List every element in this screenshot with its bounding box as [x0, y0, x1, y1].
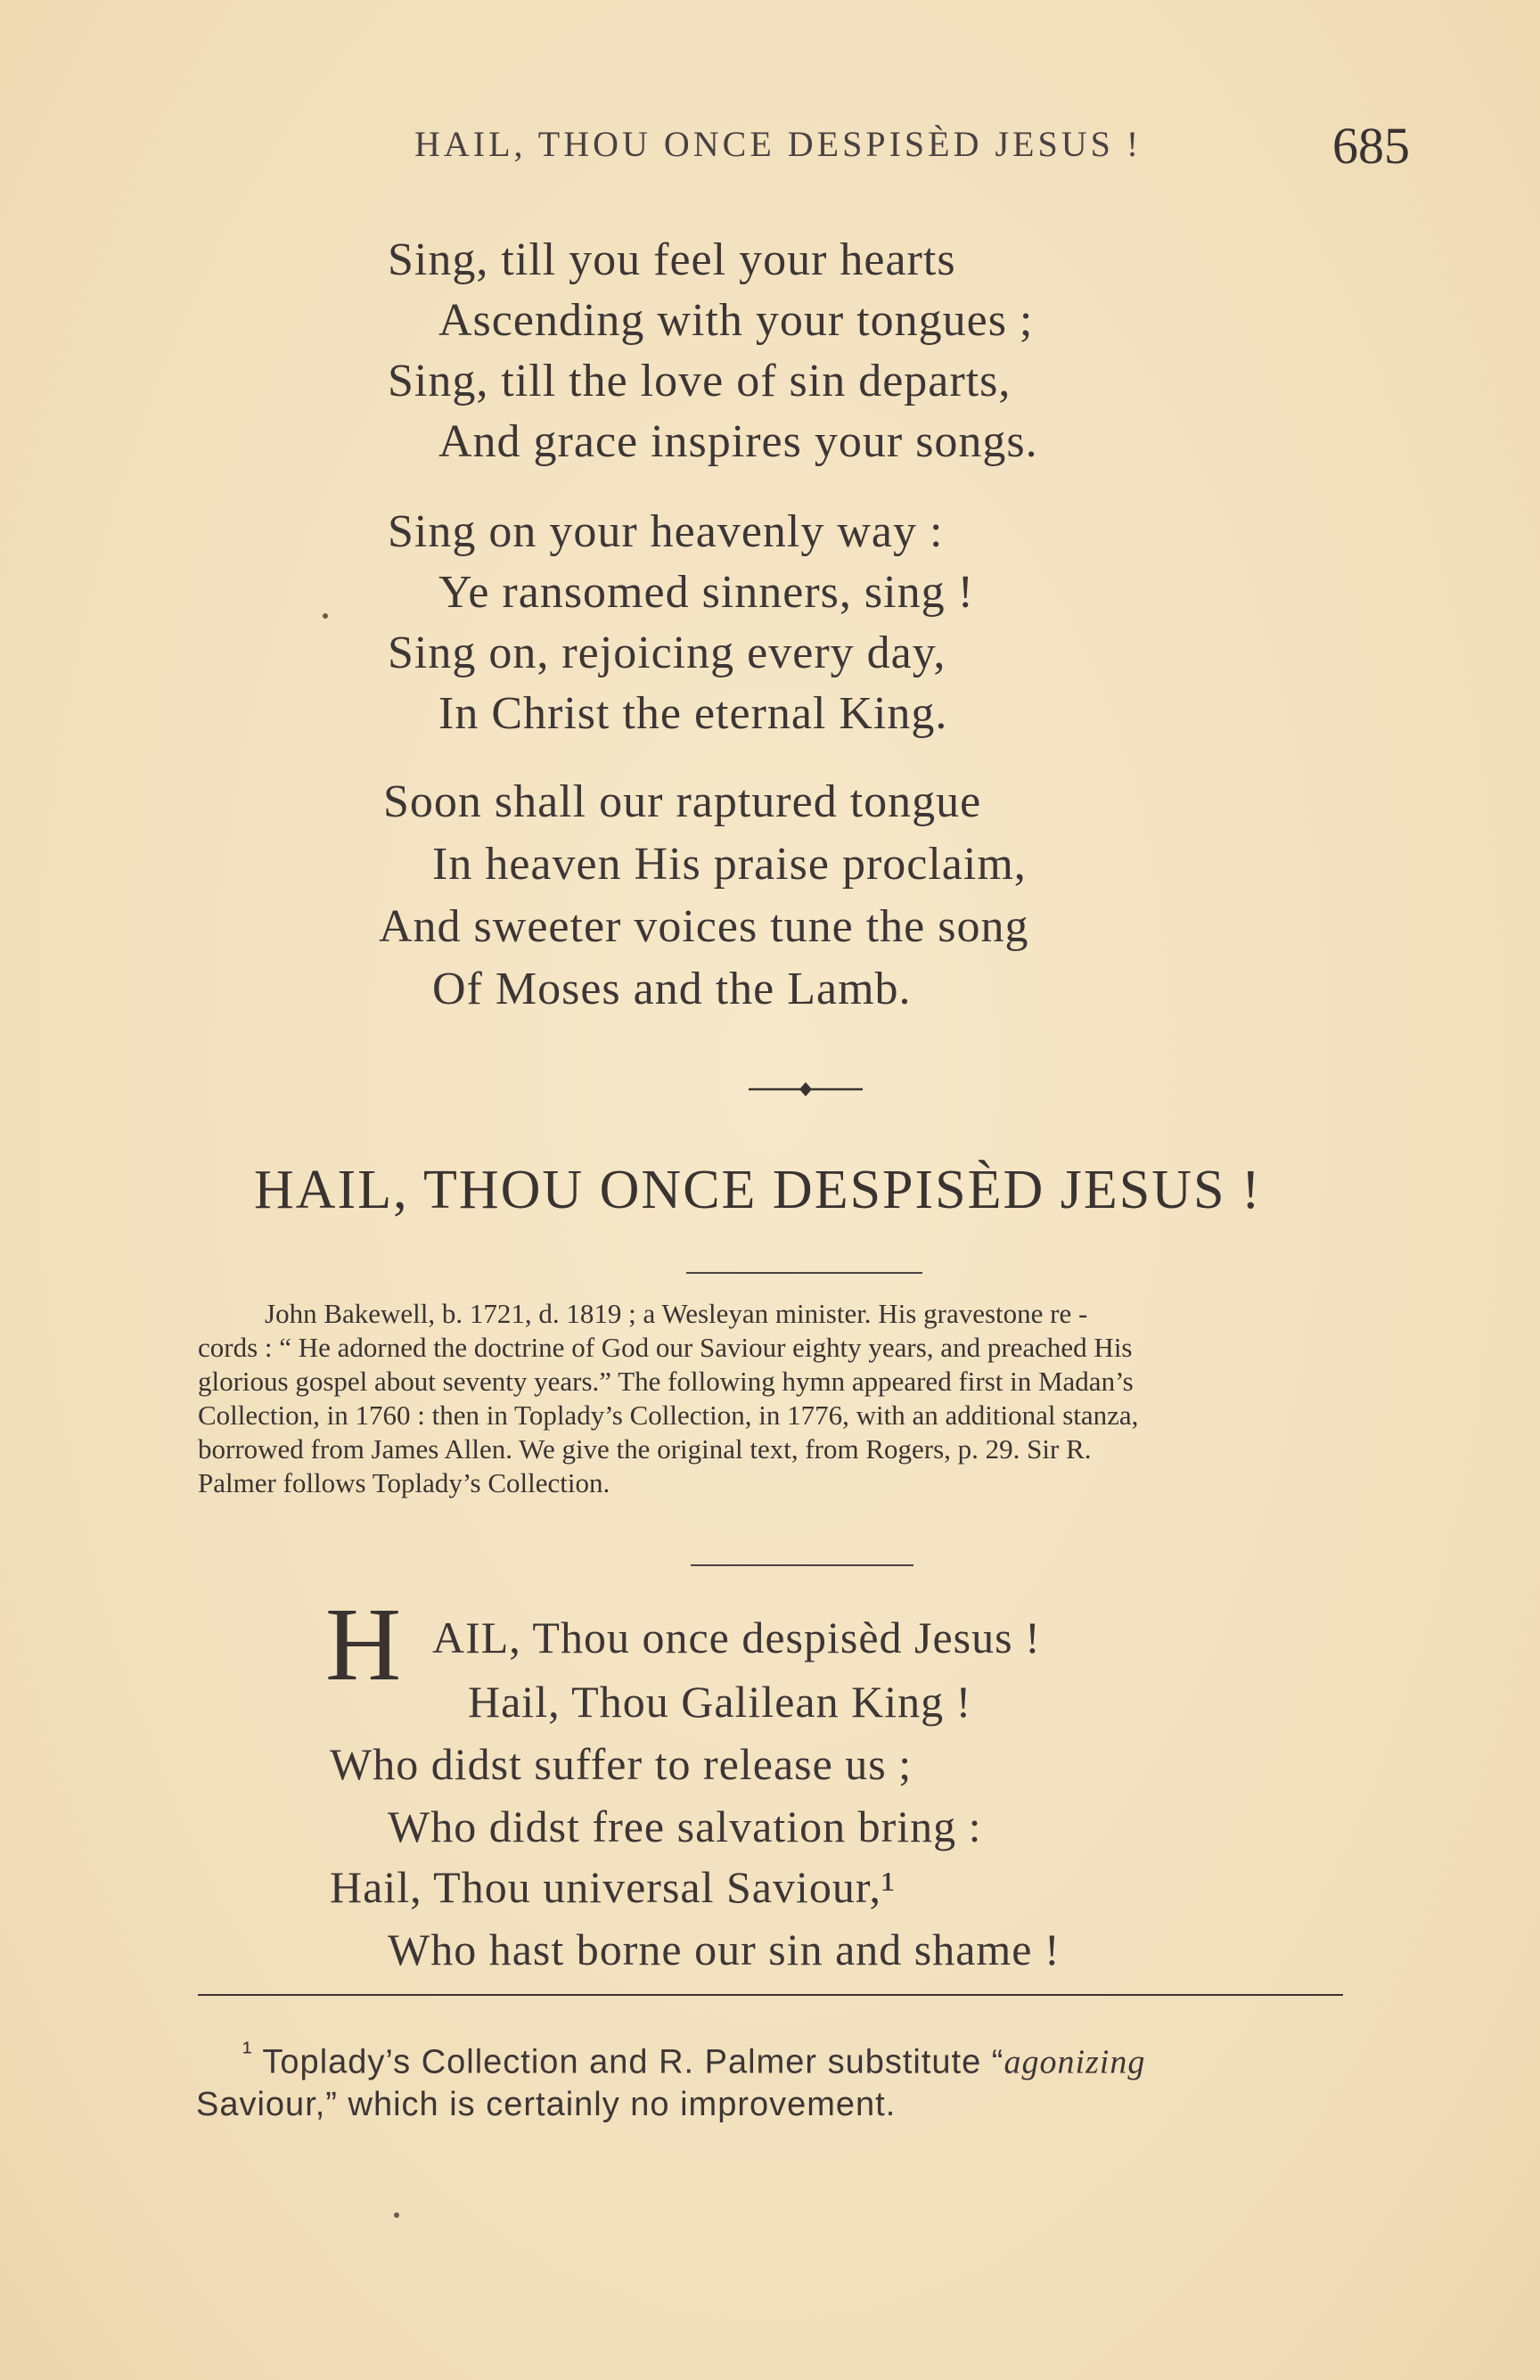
- verse-line: And grace inspires your songs.: [438, 416, 1038, 467]
- verse-line: Sing, till the love of sin departs,: [388, 356, 1012, 406]
- notice-line: borrowed from James Allen. We give the original text, from Rogers, p. 29. Sir R.: [198, 1433, 1092, 1465]
- author-notice: [198, 1297, 1410, 1500]
- print-speck: [323, 613, 328, 619]
- footnote-text: Toplady’s Collection and R. Palmer substitute “: [262, 2043, 1004, 2081]
- verse-line-first: AIL, Thou once despisèd Jesus !: [432, 1613, 1041, 1662]
- footnote-line-2: Saviour,” which is certainly no improvement.: [196, 2086, 897, 2123]
- verse-line: In heaven His praise proclaim,: [432, 839, 1027, 890]
- verse-line: Who didst suffer to release us ;: [330, 1739, 913, 1789]
- verse-line: Who hast borne our sin and shame !: [388, 1925, 1061, 1974]
- footnote-rule: [198, 1994, 1343, 1996]
- notice-line: glorious gospel about seventy years.” The following hymn appeared first in Madan’s: [198, 1366, 1134, 1397]
- verse-line: Hail, Thou Galilean King !: [468, 1677, 972, 1727]
- drop-cap: H: [325, 1586, 402, 1703]
- footnote-italic: agonizing: [1003, 2043, 1146, 2081]
- notice-line: cords : “ He adorned the doctrine of God our Saviour eighty years, and preached His: [198, 1332, 1133, 1363]
- verse-line: Hail, Thou universal Saviour,¹: [330, 1862, 897, 1912]
- verse-line: Sing, till you feel your hearts: [388, 234, 956, 285]
- title-rule: [686, 1272, 922, 1274]
- notice-line: Collection, in 1760 : then in Toplady’s Collection, in 1776, with an additional stanza,: [198, 1399, 1139, 1431]
- verse-line: Ye ransomed sinners, sing !: [438, 567, 974, 618]
- notice-rule: [691, 1564, 913, 1566]
- footnote-line-1: [242, 2035, 1145, 2082]
- running-head: HAIL, THOU ONCE DESPISÈD JESUS !: [414, 124, 1143, 164]
- page-number: 685: [1332, 117, 1410, 175]
- verse-line: Sing on, rejoicing every day,: [388, 628, 946, 678]
- verse-line: And sweeter voices tune the song: [379, 901, 1029, 952]
- ornament-divider: [749, 1078, 863, 1101]
- verse-line: Of Moses and the Lamb.: [432, 964, 912, 1014]
- verse-line: Who didst free salvation bring :: [388, 1801, 982, 1851]
- hymn-title: HAIL, THOU ONCE DESPISÈD JESUS !: [254, 1160, 1262, 1220]
- verse-line: Ascending with your tongues ;: [438, 295, 1034, 346]
- notice-line: John Bakewell, b. 1721, d. 1819 ; a Wesleyan minister. His gravestone re -: [265, 1298, 1088, 1329]
- notice-line: Palmer follows Toplady’s Collection.: [198, 1467, 610, 1498]
- verse-line: Sing on your heavenly way :: [388, 506, 944, 557]
- footnote-marker: ¹: [242, 2035, 253, 2067]
- verse-line: Soon shall our raptured tongue: [383, 776, 982, 827]
- print-speck: [394, 2212, 399, 2218]
- verse-line: In Christ the eternal King.: [438, 688, 948, 739]
